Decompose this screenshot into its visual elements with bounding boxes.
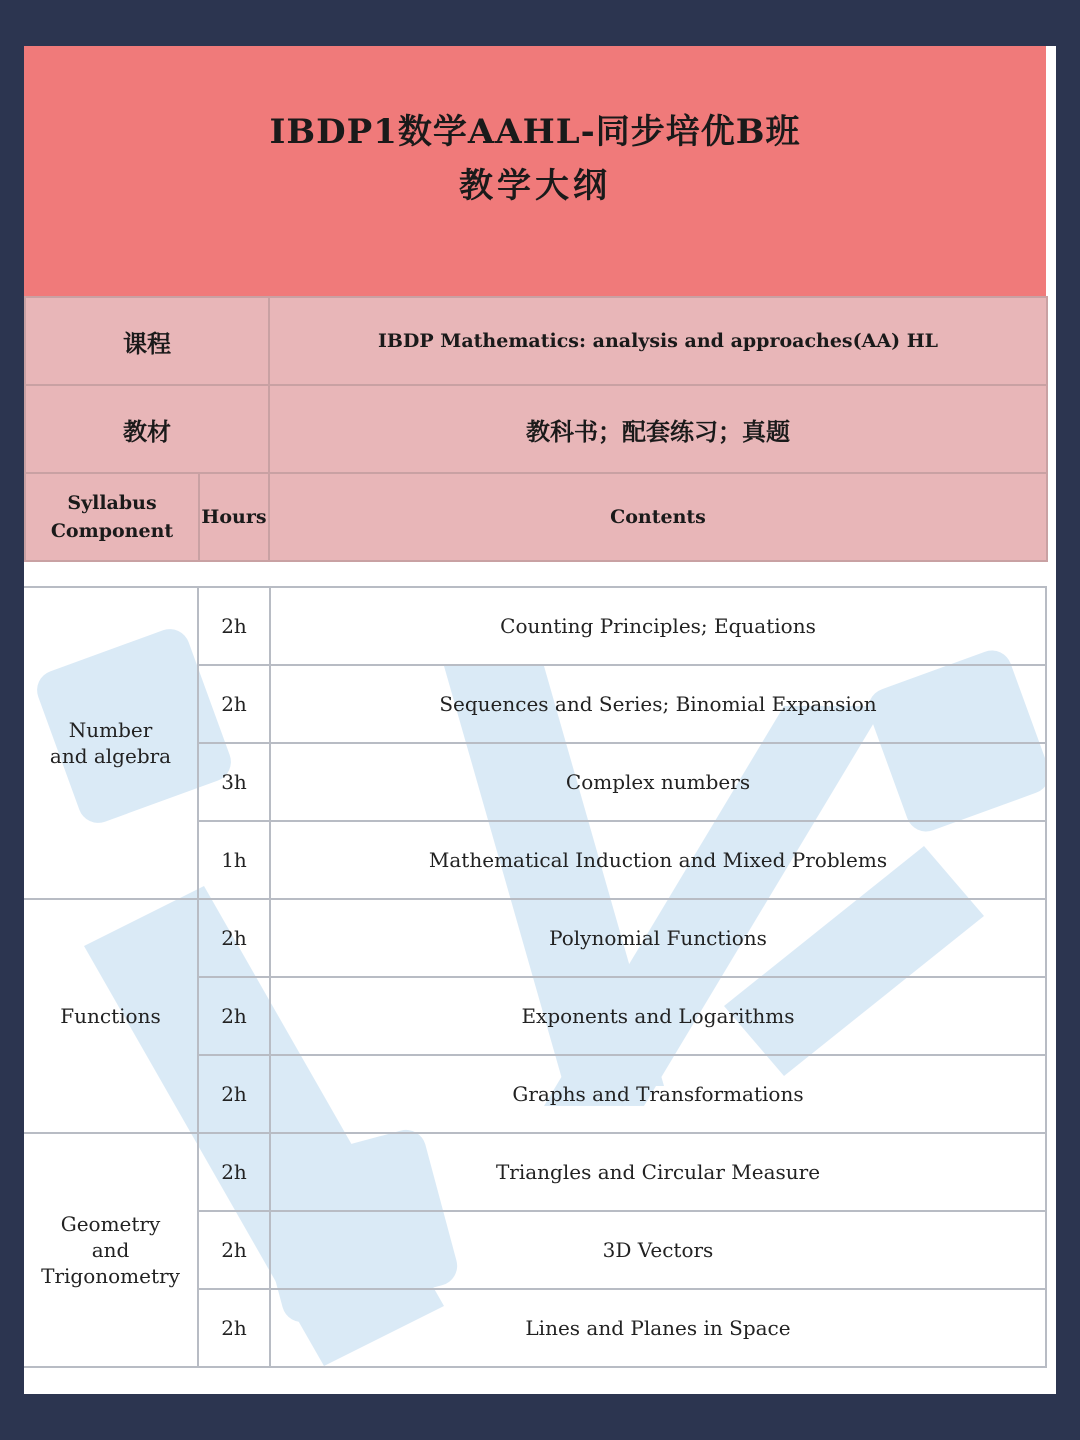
hours-cell: 2h [198, 1133, 270, 1211]
syllabus-page [24, 46, 1056, 1394]
column-header-component [25, 473, 199, 561]
document-subtitle: 教学大纲 [459, 166, 611, 206]
content-cell: Mathematical Induction and Mixed Problems [270, 821, 1046, 899]
title-banner [24, 46, 1046, 296]
column-header-component-line2: Component [50, 520, 174, 542]
component-label-line2: and algebra [49, 744, 172, 768]
component-label-line2: and Trigonometry [41, 1238, 180, 1288]
content-cell: Counting Principles; Equations [270, 587, 1046, 665]
hours-cell: 2h [198, 1289, 270, 1367]
hours-cell: 3h [198, 743, 270, 821]
column-header-contents: Contents [269, 473, 1047, 561]
document-title: IBDP1数学AAHL-同步培优B班 [269, 112, 801, 152]
component-label-line1: Geometry [60, 1212, 161, 1236]
column-header-hours: Hours [199, 473, 269, 561]
content-cell: Polynomial Functions [270, 899, 1046, 977]
hours-cell: 2h [198, 1211, 270, 1289]
content-cell: Sequences and Series; Binomial Expansion [270, 665, 1046, 743]
material-value: 教科书；配套练习；真题 [269, 385, 1047, 473]
hours-cell: 2h [198, 899, 270, 977]
content-cell: Triangles and Circular Measure [270, 1133, 1046, 1211]
table-row [24, 587, 1046, 665]
hours-cell: 2h [198, 587, 270, 665]
content-cell: Complex numbers [270, 743, 1046, 821]
table-row [24, 1133, 1046, 1211]
content-cell: Graphs and Transformations [270, 1055, 1046, 1133]
content-cell: 3D Vectors [270, 1211, 1046, 1289]
material-label: 教材 [25, 385, 269, 473]
hours-cell: 2h [198, 977, 270, 1055]
course-value: IBDP Mathematics: analysis and approaches(AA) HL [269, 297, 1047, 385]
content-cell: Exponents and Logarithms [270, 977, 1046, 1055]
component-label-line1: Functions [60, 1004, 161, 1028]
content-cell: Lines and Planes in Space [270, 1289, 1046, 1367]
hours-cell: 2h [198, 665, 270, 743]
column-header-component-line1: Syllabus [67, 492, 157, 514]
course-label: 课程 [25, 297, 269, 385]
column-header-row [25, 473, 1047, 561]
component-label-line1: Number [68, 718, 153, 742]
hours-cell: 2h [198, 1055, 270, 1133]
component-number-and-algebra [24, 587, 198, 899]
component-geometry-and-trigonometry [24, 1133, 198, 1367]
hours-cell: 1h [198, 821, 270, 899]
course-row [25, 297, 1047, 385]
syllabus-table [24, 586, 1047, 1368]
component-functions [24, 899, 198, 1133]
material-row [25, 385, 1047, 473]
table-row [24, 899, 1046, 977]
course-info-table [24, 296, 1048, 562]
